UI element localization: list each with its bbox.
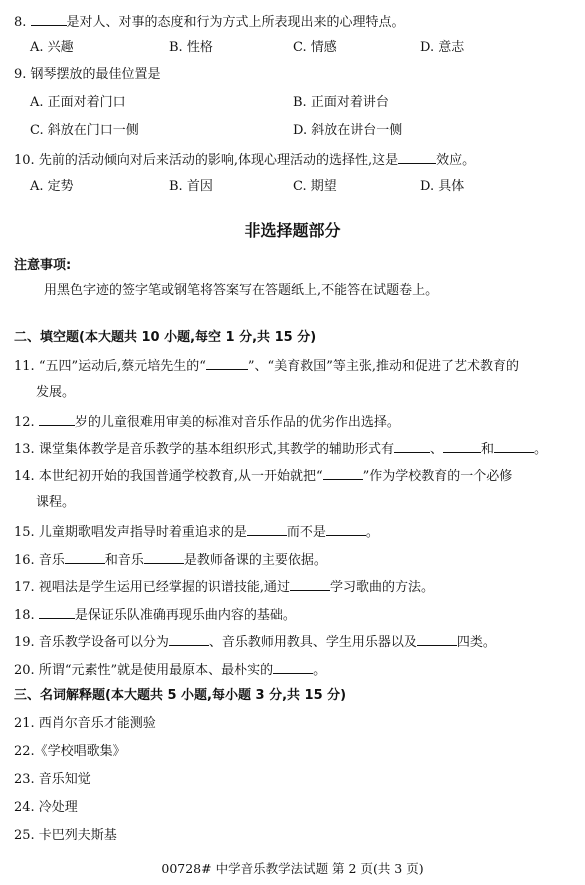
question-stem: 先前的活动倾向对后来活动的影响,体现心理活动的选择性,这是 xyxy=(38,153,399,168)
answer-blank xyxy=(144,551,184,564)
option-c: C. 情感 xyxy=(293,40,337,55)
option-c: C. 期望 xyxy=(293,179,337,194)
question-text: 和音乐 xyxy=(104,553,144,568)
question-number: 10. xyxy=(14,153,35,168)
question-text: 所谓“元素性”就是使用最原本、最朴实的 xyxy=(38,663,274,678)
part-title: 非选择题部分 xyxy=(244,221,341,240)
question-12 xyxy=(14,413,400,431)
option-b: B. 首因 xyxy=(169,179,213,194)
question-text: 音乐 xyxy=(38,553,65,568)
answer-blank xyxy=(417,633,457,646)
option-a: A. 正面对着门口 xyxy=(30,95,126,110)
answer-blank xyxy=(247,523,287,536)
question-10 xyxy=(14,151,475,169)
notice-title: 注意事项: xyxy=(14,258,72,273)
option-b: B. 性格 xyxy=(169,40,213,55)
question-8 xyxy=(14,13,405,31)
question-number: 19. xyxy=(14,635,35,650)
question-text: 四类。 xyxy=(456,635,496,650)
list-item: 24. 冷处理 xyxy=(14,800,78,815)
answer-blank xyxy=(39,413,75,426)
answer-blank xyxy=(394,440,430,453)
answer-blank xyxy=(398,151,436,164)
list-item: 23. 音乐知觉 xyxy=(14,772,91,787)
question-text: ”作为学校教育的一个必修 xyxy=(362,469,513,484)
question-14 xyxy=(14,467,512,485)
question-number: 20. xyxy=(14,663,35,678)
question-text: 学习歌曲的方法。 xyxy=(329,580,434,595)
question-15 xyxy=(14,523,379,541)
question-11 xyxy=(14,357,519,375)
question-number: 11. xyxy=(14,359,35,374)
answer-blank xyxy=(169,633,209,646)
option-a: A. 定势 xyxy=(30,179,74,194)
question-text: 儿童期歌唱发声指导时着重追求的是 xyxy=(38,525,247,540)
answer-blank xyxy=(290,578,330,591)
option-b: B. 正面对着讲台 xyxy=(293,95,389,110)
section-2-title: 二、填空题(本大题共 10 小题,每空 1 分,共 15 分) xyxy=(14,330,317,345)
question-text: 、音乐教师用教具、学生用乐器以及 xyxy=(208,635,417,650)
question-number: 18. xyxy=(14,608,35,623)
question-text: 是教师备课的主要依据。 xyxy=(183,553,327,568)
question-text: 视唱法是学生运用已经掌握的识谱技能,通过 xyxy=(38,580,290,595)
question-stem: 钢琴摆放的最佳位置是 xyxy=(30,67,161,82)
answer-blank xyxy=(494,440,534,453)
question-text: “五四”运动后,蔡元培先生的“ xyxy=(38,359,206,374)
question-number: 9. xyxy=(14,67,27,82)
question-text: 本世纪初开始的我国普通学校教育,从一开始就把“ xyxy=(38,469,323,484)
question-16 xyxy=(14,551,327,569)
question-11-continued: 发展。 xyxy=(36,385,76,400)
option-c: C. 斜放在门口一侧 xyxy=(30,123,139,138)
question-text: 、 xyxy=(429,442,443,457)
answer-blank xyxy=(39,606,75,619)
answer-blank xyxy=(326,523,366,536)
answer-blank xyxy=(31,13,67,26)
answer-blank xyxy=(443,440,481,453)
question-number: 14. xyxy=(14,469,35,484)
question-number: 13. xyxy=(14,442,35,457)
answer-blank xyxy=(206,357,248,370)
question-18 xyxy=(14,606,296,624)
option-d: D. 具体 xyxy=(420,179,465,194)
question-13 xyxy=(14,440,547,458)
question-number: 12. xyxy=(14,415,35,430)
answer-blank xyxy=(65,551,105,564)
list-item: 21. 西肖尔音乐才能测验 xyxy=(14,716,156,731)
question-number: 16. xyxy=(14,553,35,568)
question-stem: 是对人、对事的态度和行为方式上所表现出来的心理特点。 xyxy=(66,15,405,30)
section-3-title: 三、名词解释题(本大题共 5 小题,每小题 3 分,共 15 分) xyxy=(14,688,347,703)
question-9 xyxy=(14,67,161,83)
question-text: 和 xyxy=(480,442,494,457)
question-text: 。 xyxy=(313,663,327,678)
answer-blank xyxy=(273,661,313,674)
list-item: 22.《学校唱歌集》 xyxy=(14,744,126,759)
question-text: 岁的儿童很难用审美的标准对音乐作品的优劣作出选择。 xyxy=(74,415,400,430)
question-number: 8. xyxy=(14,15,27,30)
question-number: 15. xyxy=(14,525,35,540)
question-number: 17. xyxy=(14,580,35,595)
question-text: 。 xyxy=(534,442,548,457)
question-text: 音乐教学设备可以分为 xyxy=(38,635,169,650)
option-d: D. 意志 xyxy=(420,40,465,55)
option-d: D. 斜放在讲台一侧 xyxy=(293,123,403,138)
question-19 xyxy=(14,633,496,651)
question-stem-end: 效应。 xyxy=(436,153,476,168)
question-20 xyxy=(14,661,326,679)
question-text: 课堂集体教学是音乐教学的基本组织形式,其教学的辅助形式有 xyxy=(38,442,394,457)
question-text: 而不是 xyxy=(286,525,326,540)
question-text: 是保证乐队准确再现乐曲内容的基础。 xyxy=(74,608,296,623)
option-a: A. 兴趣 xyxy=(30,40,74,55)
page-footer: 00728# 中学音乐教学法试题 第 2 页(共 3 页) xyxy=(161,861,424,876)
question-text: 。 xyxy=(365,525,379,540)
notice-text: 用黑色字迹的签字笔或钢笔将答案写在答题纸上,不能答在试题卷上。 xyxy=(44,283,439,298)
answer-blank xyxy=(323,467,363,480)
question-17 xyxy=(14,578,434,596)
question-text: ”、“美育救国”等主张,推动和促进了艺术教育的 xyxy=(247,359,519,374)
list-item: 25. 卡巴列夫斯基 xyxy=(14,828,117,843)
question-14-continued: 课程。 xyxy=(36,495,76,510)
